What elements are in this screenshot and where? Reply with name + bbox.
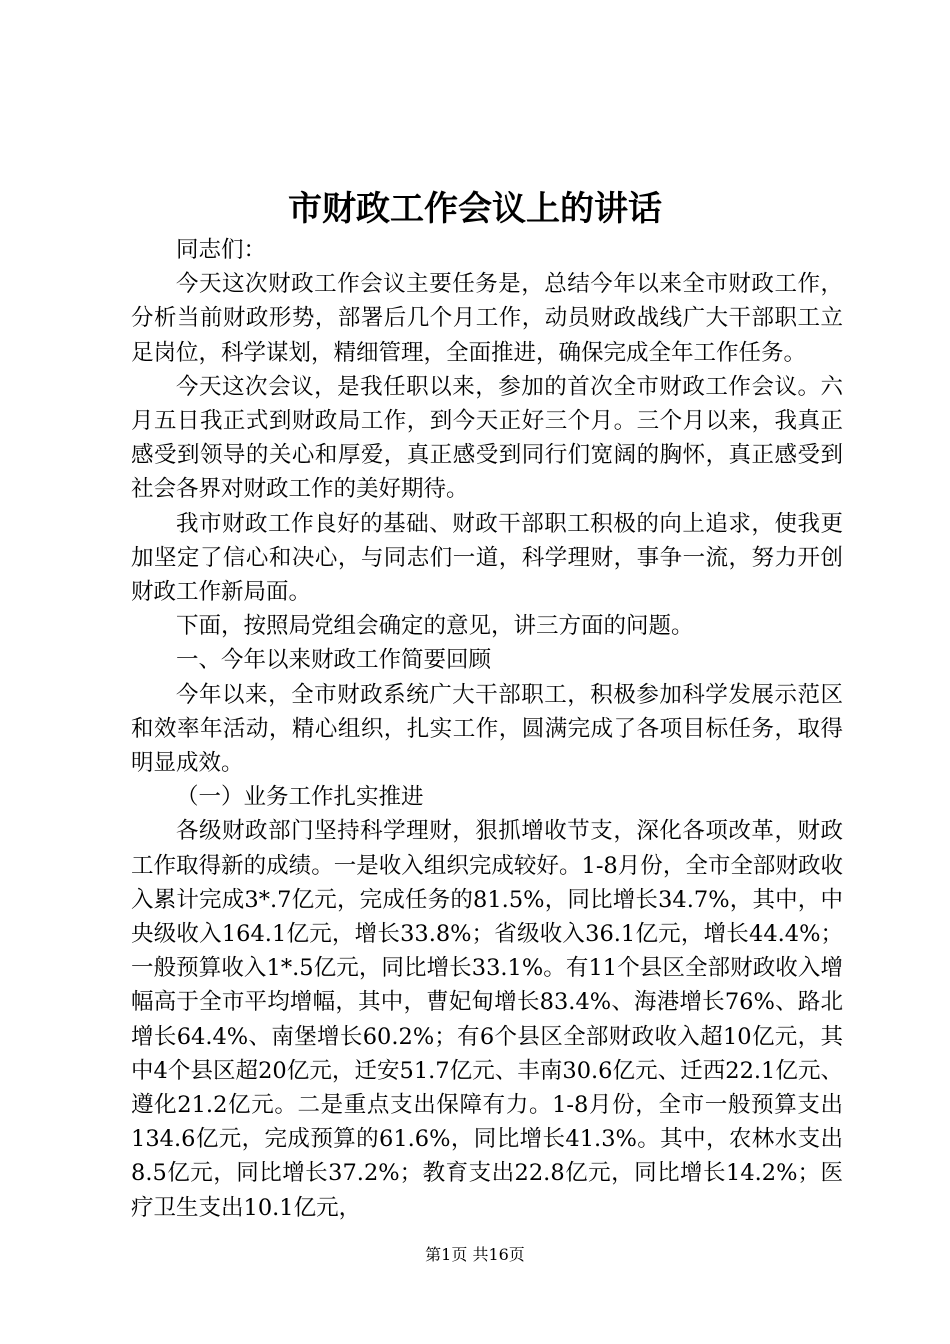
document-title: 市财政工作会议上的讲话	[288, 189, 662, 229]
body-paragraph: 我市财政工作良好的基础、财政干部职工积极的向上追求，使我更加坚定了信心和决心，与同志们一道，科学理财，事争一流，努力开创财政工作新局面。	[131, 510, 843, 606]
salutation-paragraph: 同志们：	[176, 237, 267, 263]
body-paragraph: 下面，按照局党组会确定的意见，讲三方面的问题。	[176, 613, 694, 640]
subsection-heading: （一）业务工作扎实推进	[176, 784, 424, 811]
body-paragraph: 各级财政部门坚持科学理财，狠抓增收节支，深化各项改革，财政工作取得新的成绩。一是收入组织完成较好。1-8月份，全市全部财政收入累计完成3*.7亿元，完成任务的81.5%，同比增长34.7%，其中，中央级收入164.1亿元，增长33.8%；省级收入36.1亿元，增长44.4%；一般预算收入1*.5亿元，同比增长33.1%。有11个县区全部财政收入增幅高于全市平均增幅，其中，曹妃甸增长83.4%、海港增长76%、路北增长64.4%、南堡增长60.2%；有6个县区全部财政收入超10亿元，其中4个县区超20亿元，迁安51.7亿元、丰南30.6亿元、迁西22.1亿元、遵化21.2亿元。二是重点支出保障有力。1-8月份，全市一般预算支出134.6亿元，完成预算的61.6%，同比增长41.3%。其中，农林水支出8.5亿元，同比增长37.2%；教育支出22.8亿元，同比增长14.2%；医疗卫生支出10.1亿元，	[131, 818, 843, 1221]
document-body	[131, 233, 843, 1225]
page-footer: 第1页 共16页	[425, 1245, 525, 1264]
section-heading: 一、今年以来财政工作简要回顾	[176, 647, 492, 674]
body-paragraph: 今天这次财政工作会议主要任务是，总结今年以来全市财政工作，分析当前财政形势，部署后几个月工作，动员财政战线广大干部职工立足岗位，科学谋划，精细管理，全面推进，确保完成全年工作任务。	[131, 271, 843, 366]
body-paragraph: 今年以来，全市财政系统广大干部职工，积极参加科学发展示范区和效率年活动，精心组织，扎实工作，圆满完成了各项目标任务，取得明显成效。	[131, 681, 843, 777]
body-paragraph: 今天这次会议，是我任职以来，参加的首次全市财政工作会议。六月五日我正式到财政局工作，到今天正好三个月。三个月以来，我真正感受到领导的关心和厚爱，真正感受到同行们宽阔的胸怀，真正感受到社会各界对财政工作的美好期待。	[131, 373, 843, 503]
